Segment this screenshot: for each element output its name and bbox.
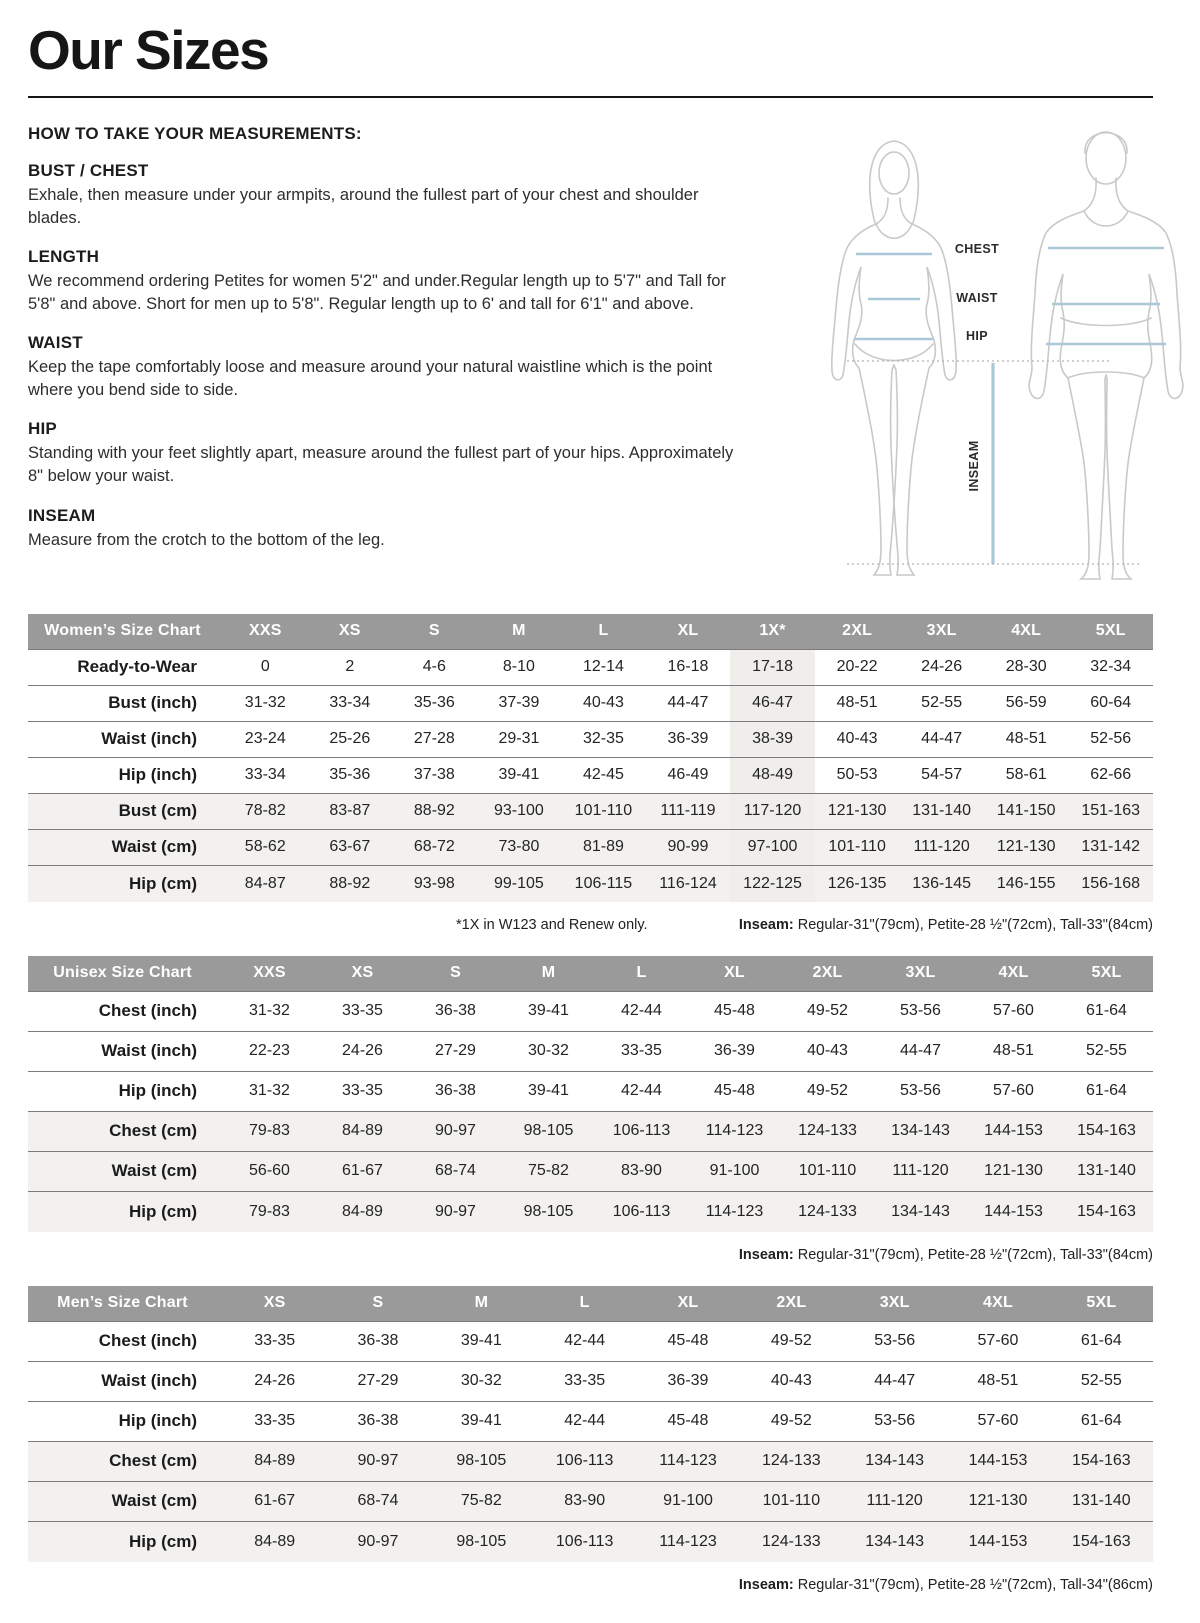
section-body-hip: Standing with your feet slightly apart, measure around the fullest part of your hips. Approximately 8" below your waist. [28, 444, 734, 486]
data-cell: 48-51 [815, 686, 900, 722]
data-cell: 48-51 [984, 722, 1069, 758]
data-cell: 48-49 [730, 758, 815, 794]
data-cell: 61-64 [1050, 1402, 1153, 1442]
data-cell: 35-36 [308, 758, 393, 794]
data-cell: 32-35 [561, 722, 646, 758]
data-cell: 33-35 [223, 1322, 326, 1362]
section-title-length: LENGTH [28, 246, 100, 266]
data-cell: 36-38 [409, 1072, 502, 1112]
data-cell: 136-145 [899, 866, 984, 902]
data-cell: 106-115 [561, 866, 646, 902]
inseam-footnote-label: Inseam: [738, 1246, 794, 1263]
row-label: Hip (inch) [28, 1402, 223, 1442]
data-cell: 61-64 [1060, 992, 1153, 1032]
data-cell: 52-55 [1060, 1032, 1153, 1072]
data-cell: 45-48 [636, 1402, 739, 1442]
data-cell: 117-120 [730, 794, 815, 830]
womens-size-chart-block [28, 614, 1153, 933]
body-figures-illustration [780, 116, 1195, 596]
data-cell: 99-105 [477, 866, 562, 902]
data-cell: 27-29 [326, 1362, 429, 1402]
data-cell: 73-80 [477, 830, 562, 866]
size-column-header: 3XL [899, 614, 984, 650]
size-column-header: 5XL [1060, 956, 1153, 992]
data-cell: 33-35 [316, 1072, 409, 1112]
data-cell: 151-163 [1068, 794, 1153, 830]
data-cell: 39-41 [430, 1322, 533, 1362]
unisex-footnotes [28, 1247, 1153, 1263]
data-cell: 154-163 [1050, 1442, 1153, 1482]
data-cell: 131-140 [1060, 1152, 1153, 1192]
data-cell: 114-123 [636, 1442, 739, 1482]
inseam-footnote-label: Inseam: [738, 916, 794, 933]
woman-silhouette [832, 141, 956, 575]
data-cell: 68-74 [409, 1152, 502, 1192]
data-cell: 79-83 [223, 1112, 316, 1152]
row-label: Waist (inch) [28, 1362, 223, 1402]
row-label: Chest (cm) [28, 1442, 223, 1482]
data-cell: 29-31 [477, 722, 562, 758]
data-cell: 88-92 [308, 866, 393, 902]
data-cell: 60-64 [1068, 686, 1153, 722]
data-cell: 84-89 [223, 1442, 326, 1482]
unisex-size-table [28, 956, 1153, 1232]
data-cell: 39-41 [430, 1402, 533, 1442]
data-cell: 27-29 [409, 1032, 502, 1072]
data-cell: 68-72 [392, 830, 477, 866]
data-cell: 8-10 [477, 650, 562, 686]
data-cell: 134-143 [874, 1112, 967, 1152]
row-label: Hip (cm) [28, 1192, 223, 1232]
data-cell: 40-43 [740, 1362, 843, 1402]
measurement-diagram [780, 116, 1195, 596]
data-cell: 75-82 [502, 1152, 595, 1192]
data-cell: 121-130 [815, 794, 900, 830]
data-cell: 134-143 [874, 1192, 967, 1232]
data-cell: 20-22 [815, 650, 900, 686]
row-label: Chest (cm) [28, 1112, 223, 1152]
data-cell: 56-60 [223, 1152, 316, 1192]
data-cell: 91-100 [636, 1482, 739, 1522]
data-cell: 84-89 [223, 1522, 326, 1562]
data-cell: 53-56 [843, 1322, 946, 1362]
data-cell: 33-34 [308, 686, 393, 722]
data-cell: 98-105 [430, 1522, 533, 1562]
data-cell: 141-150 [984, 794, 1069, 830]
section-title-waist: WAIST [28, 333, 83, 353]
data-cell: 111-119 [646, 794, 731, 830]
data-cell: 53-56 [874, 1072, 967, 1112]
data-cell: 146-155 [984, 866, 1069, 902]
table-title-cell: Men’s Size Chart [28, 1286, 223, 1322]
data-cell: 106-113 [533, 1442, 636, 1482]
data-cell: 156-168 [1068, 866, 1153, 902]
data-cell: 131-142 [1068, 830, 1153, 866]
inseam-footnote-text: Regular-31"(79cm), Petite-28 ½"(72cm), Tall-34"(86cm) [793, 1576, 1153, 1593]
data-cell: 84-89 [316, 1192, 409, 1232]
size-column-header: XS [316, 956, 409, 992]
data-cell: 101-110 [781, 1152, 874, 1192]
data-cell: 122-125 [730, 866, 815, 902]
womens-footnotes [28, 917, 1153, 933]
data-cell: 12-14 [561, 650, 646, 686]
data-cell: 36-39 [636, 1362, 739, 1402]
row-label: Waist (cm) [28, 1152, 223, 1192]
data-cell: 33-35 [595, 1032, 688, 1072]
data-cell: 75-82 [430, 1482, 533, 1522]
data-cell: 90-97 [409, 1112, 502, 1152]
data-cell: 98-105 [430, 1442, 533, 1482]
data-cell: 42-44 [533, 1402, 636, 1442]
data-cell: 46-47 [730, 686, 815, 722]
data-cell: 42-44 [533, 1322, 636, 1362]
size-column-header: 4XL [946, 1286, 1049, 1322]
size-column-header: L [533, 1286, 636, 1322]
waist-label: WAIST [956, 290, 998, 305]
data-cell: 61-64 [1050, 1322, 1153, 1362]
data-cell: 93-98 [392, 866, 477, 902]
data-cell: 28-30 [984, 650, 1069, 686]
data-cell: 48-51 [946, 1362, 1049, 1402]
data-cell: 17-18 [730, 650, 815, 686]
size-column-header: XL [646, 614, 731, 650]
data-cell: 44-47 [646, 686, 731, 722]
size-column-header: M [430, 1286, 533, 1322]
size-column-header: XS [308, 614, 393, 650]
data-cell: 58-61 [984, 758, 1069, 794]
data-cell: 62-66 [1068, 758, 1153, 794]
data-cell: 154-163 [1060, 1192, 1153, 1232]
data-cell: 93-100 [477, 794, 562, 830]
data-cell: 90-97 [326, 1442, 429, 1482]
data-cell: 57-60 [967, 992, 1060, 1032]
measure-lines [854, 248, 1166, 564]
data-cell: 106-113 [533, 1522, 636, 1562]
data-cell: 61-67 [316, 1152, 409, 1192]
data-cell: 27-28 [392, 722, 477, 758]
data-cell: 49-52 [781, 992, 874, 1032]
size-column-header: S [326, 1286, 429, 1322]
data-cell: 114-123 [688, 1112, 781, 1152]
data-cell: 90-99 [646, 830, 731, 866]
data-cell: 121-130 [984, 830, 1069, 866]
page-title: Our Sizes [28, 19, 269, 81]
data-cell: 45-48 [688, 1072, 781, 1112]
data-cell: 52-55 [1050, 1362, 1153, 1402]
row-label: Hip (cm) [28, 866, 223, 902]
row-label: Waist (inch) [28, 1032, 223, 1072]
data-cell: 31-32 [223, 992, 316, 1032]
mens-size-chart-block [28, 1286, 1153, 1593]
data-cell: 4-6 [392, 650, 477, 686]
data-cell: 144-153 [967, 1192, 1060, 1232]
size-column-header: S [392, 614, 477, 650]
data-cell: 101-110 [815, 830, 900, 866]
section-body-bust-chest: Exhale, then measure under your armpits, around the fullest part of your chest and shoulder blades. [28, 185, 699, 227]
data-cell: 98-105 [502, 1112, 595, 1152]
data-cell: 36-39 [688, 1032, 781, 1072]
data-cell: 144-153 [967, 1112, 1060, 1152]
data-cell: 42-44 [595, 1072, 688, 1112]
data-cell: 45-48 [636, 1322, 739, 1362]
section-body-inseam: Measure from the crotch to the bottom of the leg. [28, 530, 385, 549]
data-cell: 24-26 [223, 1362, 326, 1402]
data-cell: 35-36 [392, 686, 477, 722]
data-cell: 36-38 [326, 1402, 429, 1442]
mens-size-table [28, 1286, 1153, 1562]
data-cell: 68-74 [326, 1482, 429, 1522]
mens-inseam-footnote [739, 1577, 1153, 1593]
data-cell: 52-56 [1068, 722, 1153, 758]
size-column-header: 1X* [730, 614, 815, 650]
size-column-header: 2XL [815, 614, 900, 650]
data-cell: 83-87 [308, 794, 393, 830]
data-cell: 24-26 [899, 650, 984, 686]
data-cell: 131-140 [1050, 1482, 1153, 1522]
data-cell: 52-55 [899, 686, 984, 722]
data-cell: 42-45 [561, 758, 646, 794]
size-column-header: 5XL [1050, 1286, 1153, 1322]
data-cell: 36-39 [646, 722, 731, 758]
title-divider [28, 96, 1153, 98]
size-column-header: M [502, 956, 595, 992]
data-cell: 83-90 [595, 1152, 688, 1192]
instructions-heading: HOW TO TAKE YOUR MEASUREMENTS: [28, 123, 362, 143]
data-cell: 111-120 [899, 830, 984, 866]
measurement-instructions [28, 124, 1153, 586]
row-label: Waist (cm) [28, 1482, 223, 1522]
data-cell: 36-38 [409, 992, 502, 1032]
data-cell: 121-130 [946, 1482, 1049, 1522]
data-cell: 31-32 [223, 1072, 316, 1112]
data-cell: 46-49 [646, 758, 731, 794]
data-cell: 33-35 [533, 1362, 636, 1402]
data-cell: 134-143 [843, 1442, 946, 1482]
data-cell: 124-133 [740, 1442, 843, 1482]
data-cell: 2 [308, 650, 393, 686]
data-cell: 88-92 [392, 794, 477, 830]
section-body-length: We recommend ordering Petites for women 5'2" and under.Regular length up to 5'7" and Tall for 5'8" and above. Short for men up to 5'8". Regular length up to 6' and tall for 6'1" and above. [28, 271, 726, 314]
row-label: Waist (cm) [28, 830, 223, 866]
data-cell: 36-38 [326, 1322, 429, 1362]
data-cell: 90-97 [326, 1522, 429, 1562]
data-cell: 42-44 [595, 992, 688, 1032]
data-cell: 98-105 [502, 1192, 595, 1232]
instructions-text [28, 124, 750, 552]
data-cell: 44-47 [843, 1362, 946, 1402]
size-column-header: XXS [223, 956, 316, 992]
data-cell: 39-41 [502, 992, 595, 1032]
mens-footnotes [28, 1577, 1153, 1593]
size-column-header: 5XL [1068, 614, 1153, 650]
data-cell: 154-163 [1050, 1522, 1153, 1562]
man-silhouette [1029, 132, 1183, 579]
row-label: Waist (inch) [28, 722, 223, 758]
data-cell: 79-83 [223, 1192, 316, 1232]
size-column-header: L [595, 956, 688, 992]
inseam-footnote-label: Inseam: [738, 1576, 794, 1593]
row-label: Bust (inch) [28, 686, 223, 722]
data-cell: 38-39 [730, 722, 815, 758]
data-cell: 101-110 [740, 1482, 843, 1522]
size-column-header: XS [223, 1286, 326, 1322]
size-column-header: XL [636, 1286, 739, 1322]
data-cell: 90-97 [409, 1192, 502, 1232]
size-column-header: 3XL [874, 956, 967, 992]
inseam-label: INSEAM [967, 440, 981, 492]
table-title-cell: Unisex Size Chart [28, 956, 223, 992]
data-cell: 61-67 [223, 1482, 326, 1522]
size-charts [28, 614, 1153, 1593]
data-cell: 53-56 [843, 1402, 946, 1442]
size-column-header: 4XL [984, 614, 1069, 650]
row-label: Hip (inch) [28, 758, 223, 794]
size-column-header: XL [688, 956, 781, 992]
data-cell: 61-64 [1060, 1072, 1153, 1112]
data-cell: 57-60 [946, 1402, 1049, 1442]
data-cell: 49-52 [740, 1402, 843, 1442]
data-cell: 22-23 [223, 1032, 316, 1072]
data-cell: 33-34 [223, 758, 308, 794]
unisex-size-chart-block [28, 956, 1153, 1263]
data-cell: 91-100 [688, 1152, 781, 1192]
unisex-inseam-footnote [739, 1247, 1153, 1263]
data-cell: 33-35 [316, 992, 409, 1032]
section-title-hip: HIP [28, 419, 57, 439]
data-cell: 81-89 [561, 830, 646, 866]
data-cell: 126-135 [815, 866, 900, 902]
size-column-header: L [561, 614, 646, 650]
data-cell: 154-163 [1060, 1112, 1153, 1152]
data-cell: 84-89 [316, 1112, 409, 1152]
data-cell: 30-32 [502, 1032, 595, 1072]
data-cell: 16-18 [646, 650, 731, 686]
data-cell: 40-43 [781, 1032, 874, 1072]
womens-size-table [28, 614, 1153, 902]
data-cell: 48-51 [967, 1032, 1060, 1072]
hip-label: HIP [965, 328, 989, 343]
data-cell: 111-120 [874, 1152, 967, 1192]
size-column-header: XXS [223, 614, 308, 650]
data-cell: 25-26 [308, 722, 393, 758]
data-cell: 37-38 [392, 758, 477, 794]
data-cell: 56-59 [984, 686, 1069, 722]
data-cell: 49-52 [781, 1072, 874, 1112]
inseam-footnote-text: Regular-31"(79cm), Petite-28 ½"(72cm), Tall-33"(84cm) [793, 916, 1153, 933]
data-cell: 134-143 [843, 1522, 946, 1562]
data-cell: 58-62 [223, 830, 308, 866]
chest-label: CHEST [954, 241, 1000, 256]
womens-inseam-footnote [739, 917, 1153, 933]
size-column-header: M [477, 614, 562, 650]
size-column-header: 2XL [740, 1286, 843, 1322]
data-cell: 53-56 [874, 992, 967, 1032]
data-cell: 45-48 [688, 992, 781, 1032]
table-title-cell: Women’s Size Chart [28, 614, 223, 650]
section-title-bust-chest: BUST / CHEST [28, 160, 149, 180]
size-column-header: S [409, 956, 502, 992]
size-column-header: 2XL [781, 956, 874, 992]
row-label: Hip (cm) [28, 1522, 223, 1562]
data-cell: 78-82 [223, 794, 308, 830]
data-cell: 97-100 [730, 830, 815, 866]
data-cell: 32-34 [1068, 650, 1153, 686]
data-cell: 101-110 [561, 794, 646, 830]
data-cell: 0 [223, 650, 308, 686]
womens-1x-footnote: *1X in W123 and Renew only. [456, 916, 648, 933]
data-cell: 84-87 [223, 866, 308, 902]
size-column-header: 3XL [843, 1286, 946, 1322]
row-label: Bust (cm) [28, 794, 223, 830]
row-label: Ready-to-Wear [28, 650, 223, 686]
data-cell: 124-133 [781, 1112, 874, 1152]
data-cell: 144-153 [946, 1522, 1049, 1562]
data-cell: 33-35 [223, 1402, 326, 1442]
section-title-inseam: INSEAM [28, 505, 96, 525]
data-cell: 37-39 [477, 686, 562, 722]
data-cell: 144-153 [946, 1442, 1049, 1482]
data-cell: 106-113 [595, 1112, 688, 1152]
data-cell: 57-60 [946, 1322, 1049, 1362]
data-cell: 30-32 [430, 1362, 533, 1402]
data-cell: 50-53 [815, 758, 900, 794]
data-cell: 124-133 [740, 1522, 843, 1562]
row-label: Chest (inch) [28, 1322, 223, 1362]
data-cell: 106-113 [595, 1192, 688, 1232]
data-cell: 39-41 [477, 758, 562, 794]
data-cell: 131-140 [899, 794, 984, 830]
data-cell: 49-52 [740, 1322, 843, 1362]
data-cell: 57-60 [967, 1072, 1060, 1112]
data-cell: 63-67 [308, 830, 393, 866]
data-cell: 44-47 [899, 722, 984, 758]
data-cell: 40-43 [815, 722, 900, 758]
data-cell: 111-120 [843, 1482, 946, 1522]
data-cell: 124-133 [781, 1192, 874, 1232]
data-cell: 83-90 [533, 1482, 636, 1522]
data-cell: 23-24 [223, 722, 308, 758]
data-cell: 44-47 [874, 1032, 967, 1072]
data-cell: 31-32 [223, 686, 308, 722]
data-cell: 40-43 [561, 686, 646, 722]
data-cell: 54-57 [899, 758, 984, 794]
data-cell: 116-124 [646, 866, 731, 902]
section-body-waist: Keep the tape comfortably loose and measure around your natural waistline which is the point where you bend side to side. [28, 358, 713, 400]
data-cell: 39-41 [502, 1072, 595, 1112]
data-cell: 121-130 [967, 1152, 1060, 1192]
data-cell: 24-26 [316, 1032, 409, 1072]
inseam-footnote-text: Regular-31"(79cm), Petite-28 ½"(72cm), Tall-33"(84cm) [793, 1246, 1153, 1263]
row-label: Chest (inch) [28, 992, 223, 1032]
row-label: Hip (inch) [28, 1072, 223, 1112]
size-column-header: 4XL [967, 956, 1060, 992]
data-cell: 114-123 [636, 1522, 739, 1562]
data-cell: 114-123 [688, 1192, 781, 1232]
